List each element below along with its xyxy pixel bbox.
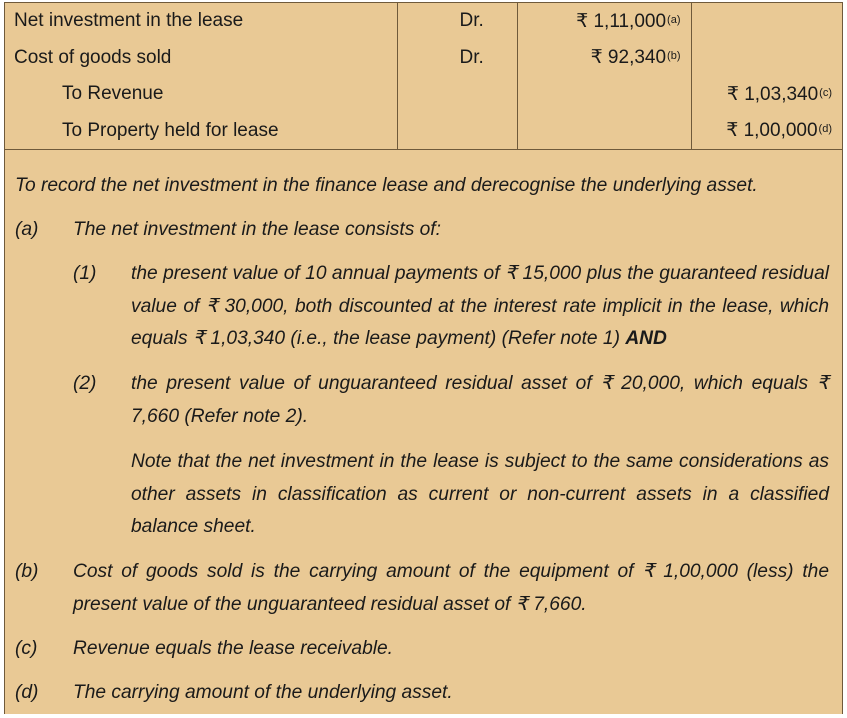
dr-marker (397, 113, 517, 150)
particular-cell: To Revenue (5, 76, 397, 113)
debit-amount-cell (517, 40, 691, 77)
footnote-ref: (b) (667, 50, 681, 63)
note-a1-label: (1) (73, 263, 97, 284)
debit-amount: ₹ 92,340 (590, 47, 667, 69)
and-connector: AND (625, 328, 667, 349)
note-a-text: The net investment in the lease consists of: (73, 219, 441, 240)
dr-marker (397, 76, 517, 113)
note-a1-paragraph (131, 258, 829, 356)
table-row (5, 40, 842, 77)
footnote-ref: (d) (818, 123, 832, 136)
credit-amount-cell (691, 40, 842, 77)
debit-amount-cell (517, 3, 691, 40)
dr-marker: Dr. (397, 3, 517, 40)
note-d-label: (d) (15, 682, 39, 703)
table-row (5, 3, 842, 40)
journal-entry-table (5, 3, 842, 150)
debit-amount: ₹ 1,11,000 (576, 10, 667, 32)
note-c-label: (c) (15, 638, 38, 659)
credit-amount-cell (691, 3, 842, 40)
table-row (5, 76, 842, 113)
note-a2-text: the present value of unguaranteed residual asset of ₹ 20,000, which equals ₹ 7,660 (Refer note 2). (131, 373, 829, 427)
debit-amount-cell (517, 113, 691, 150)
credit-amount: ₹ 1,00,000 (726, 120, 818, 142)
note-a2-label: (2) (73, 373, 97, 394)
table-row (5, 113, 842, 150)
note-d-text: The carrying amount of the underlying asset. (73, 682, 453, 703)
note-a-label: (a) (15, 219, 39, 240)
journal-entry-panel (4, 2, 843, 714)
note-a-classification: Note that the net investment in the lease is subject to the same considerations as other assets in classification as current or non-current assets in a classified balance sheet. (131, 451, 829, 537)
note-a1-text: the present value of 10 annual payments of ₹ 15,000 plus the guaranteed residual value of ₹ 30,000, both discounted at the interest rate implicit in the lease, which equals ₹ 1,03,340 (i.e., the lease payment) (Refer note 1) (131, 263, 829, 349)
credit-amount: ₹ 1,03,340 (726, 83, 819, 105)
footnote-ref: (c) (819, 86, 832, 99)
credit-amount-cell (691, 76, 842, 113)
note-b-text: Cost of goods sold is the carrying amount of the equipment of ₹ 1,00,000 (less) the present value of the unguaranteed residual asset of ₹ 7,660. (73, 561, 829, 615)
debit-amount-cell (517, 76, 691, 113)
dr-marker: Dr. (397, 40, 517, 77)
note-b-label: (b) (15, 561, 39, 582)
particular-cell: To Property held for lease (5, 113, 397, 150)
credit-amount-cell (691, 113, 842, 150)
note-c-text: Revenue equals the lease receivable. (73, 638, 394, 659)
intro-text: To record the net investment in the finance lease and derecognise the underlying asset. (15, 175, 758, 196)
footnote-ref: (a) (667, 13, 681, 26)
particular-cell: Net investment in the lease (5, 3, 397, 40)
particular-cell: Cost of goods sold (5, 40, 397, 77)
